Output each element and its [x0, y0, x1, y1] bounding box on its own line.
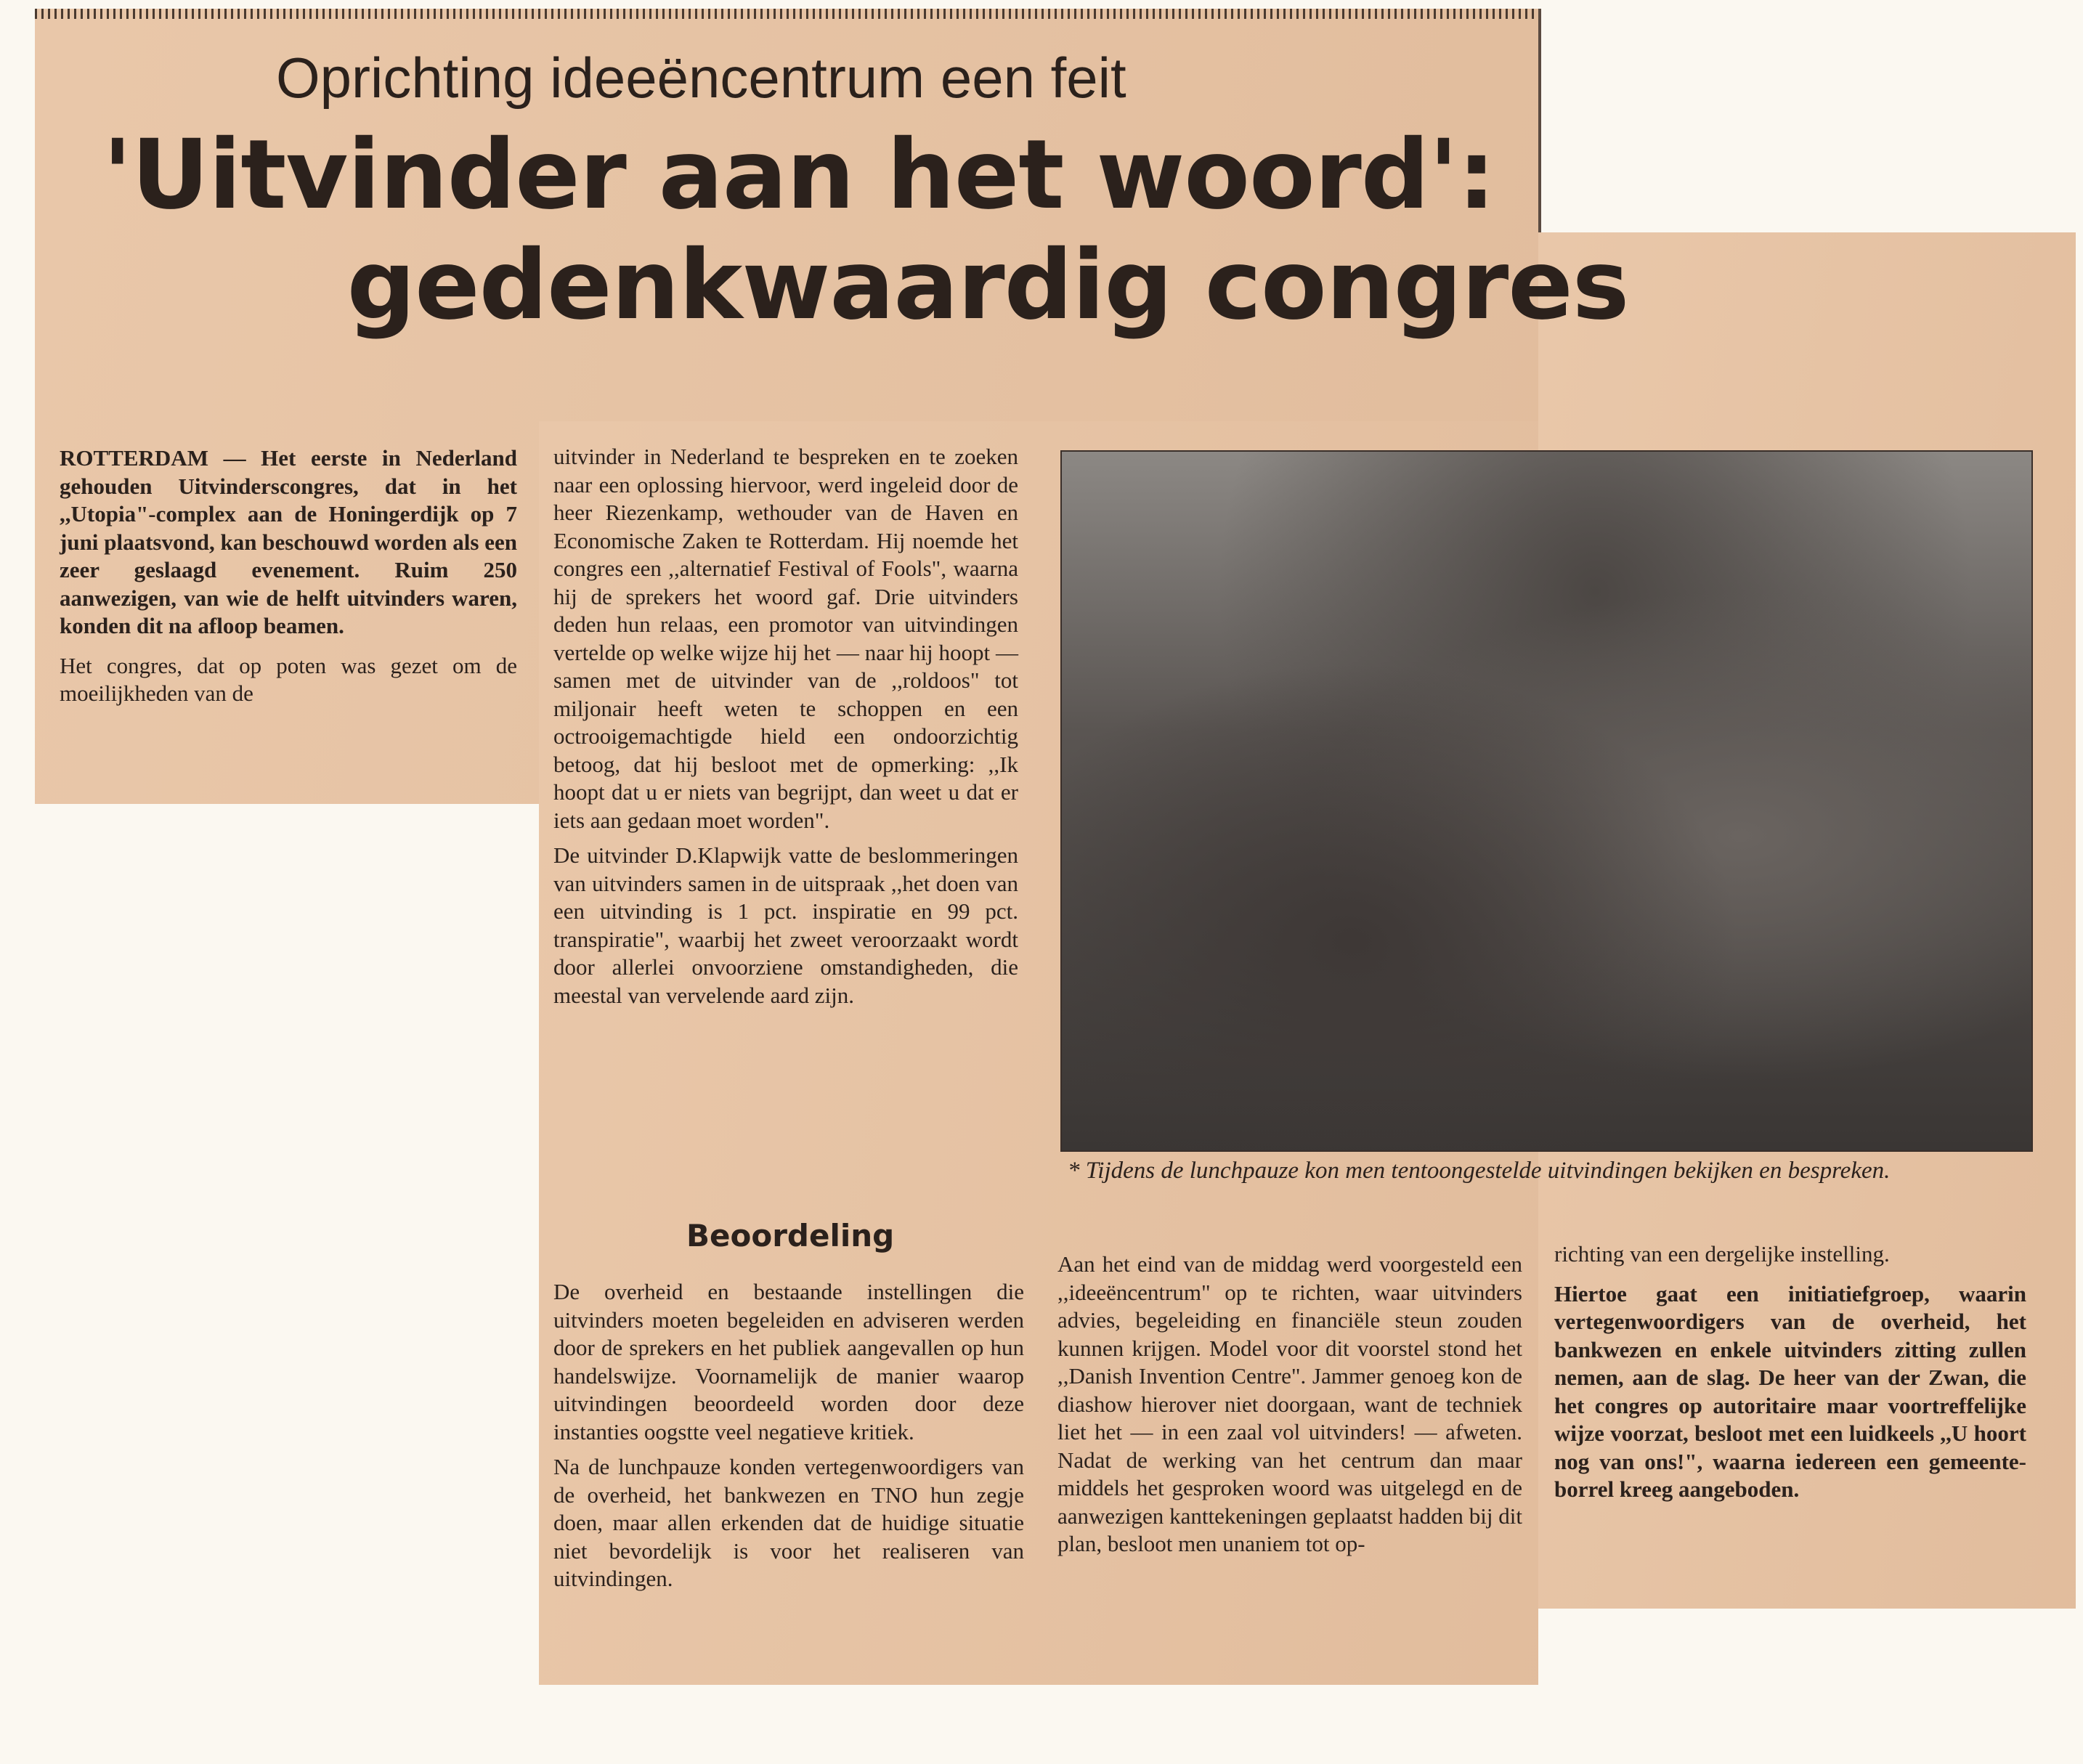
photo-caption: * Tijdens de lunchpauze kon men tentoongestelde uitvindingen bekijken en bespreken. — [1068, 1158, 1891, 1184]
paragraph: Hiertoe gaat een initiatiefgroep, waarin vertegenwoordigers van de overheid, het bankwezen en enkele uitvinders zitting zullen nemen, aan de slag. De heer van der Zwan, die het congres op autoritaire maar voortreffelijke wijze voorzat, besloot met een luidkeels ,,U hoort nog van ons!", waarna iedereen een gemeente-borrel kreeg aangeboden. — [1554, 1280, 2026, 1502]
article-column-1 — [60, 444, 517, 715]
article-column-2 — [553, 443, 1018, 1017]
paragraph: Het congres, dat op poten was gezet om de moeilijkheden van de — [60, 652, 517, 706]
paragraph: Na de lunchpauze konden vertegenwoordigers van de overheid, het bankwezen en TNO hun zegje doen, maar allen erkenden dat de huidige situatie niet bevordelijk is voor het realiseren van uitvindingen. — [553, 1454, 1024, 1591]
paragraph: De uitvinder D.Klapwijk vatte de beslommeringen van uitvinders samen in de uitspraak ,,het doen van een uitvinding is 1 pct. inspiratie en 99 pct. transpiratie", waarbij het zweet veroorzaakt wordt door allerlei onvoorziene omstandigheden, die meestal van vervelende aard zijn. — [553, 842, 1018, 1008]
paragraph: Aan het eind van de middag werd voorgesteld een ,,ideeëncentrum" op te richten, waar uitvinders advies, begeleiding en financiële steun zouden kunnen krijgen. Model voor dit voorstel stond het ,,Danish Invention Centre". Jammer genoeg kon de diashow hierover niet doorgaan, want de techniek liet het — in een zaal vol uitvinders! — afweten. Nadat de werking van het centrum dan maar middels het gesproken woord was uitgelegd en de aanwezigen kanttekeningen geplaatst hadden bij dit plan, besloot men unaniem tot op- — [1057, 1251, 1522, 1556]
article-column-4 — [1554, 1240, 2026, 1511]
headline-line-2: gedenkwaardig congres — [346, 229, 1629, 341]
article-column-3 — [1057, 1251, 1522, 1566]
lead-paragraph: ROTTERDAM — Het eerste in Nederland gehouden Uitvinderscongres, dat in het ,,Utopia"-complex aan de Honingerdijk op 7 juni plaatsvond, kan beschouwd worden als een zeer geslaagd evenement. Ruim 250 aanwezigen, van wie de helft uitvinders waren, konden dit na afloop beamen. — [60, 445, 517, 638]
paragraph: richting van een dergelijke instelling. — [1554, 1241, 1890, 1267]
clipping-edge-rule — [35, 9, 1538, 19]
subheading: Beoordeling — [686, 1218, 895, 1253]
kicker: Oprichting ideeëncentrum een feit — [276, 46, 1126, 110]
article-column-2-continued — [553, 1278, 1024, 1601]
photo-lunch-break-exhibition — [1060, 450, 2033, 1152]
paragraph: De overheid en bestaande instellingen die uitvinders moeten begeleiden en adviseren werden door de sprekers en het publiek aangevallen op hun handelswijze. Voornamelijk de manier waarop uitvindingen beoordeeld worden door deze instanties oogstte veel negatieve kritiek. — [553, 1279, 1024, 1444]
headline — [58, 119, 1656, 341]
paragraph: uitvinder in Nederland te bespreken en te zoeken naar een oplossing hiervoor, werd ingeleid door de heer Riezenkamp, wethouder van de Haven en Economische Zaken te Rotterdam. Hij noemde het congres een ,,alternatief Festival of Fools", waarna hij de sprekers het woord gaf. Drie uitvinders deden hun relaas, een promotor van uitvindingen vertelde op welke wijze hij het — naar hij hoopt — samen met de uitvinder van de ,,roldoos" tot miljonair heeft weten te schoppen en een octrooigemachtigde hield een ondoorzichtig betoog, dat hij besloot met de opmerking: ,,Ik hoopt dat u er niets van begrijpt, dan weet u dat er iets aan gedaan moet worden". — [553, 444, 1018, 833]
headline-line-1: 'Uitvinder aan het woord': — [102, 119, 1495, 231]
